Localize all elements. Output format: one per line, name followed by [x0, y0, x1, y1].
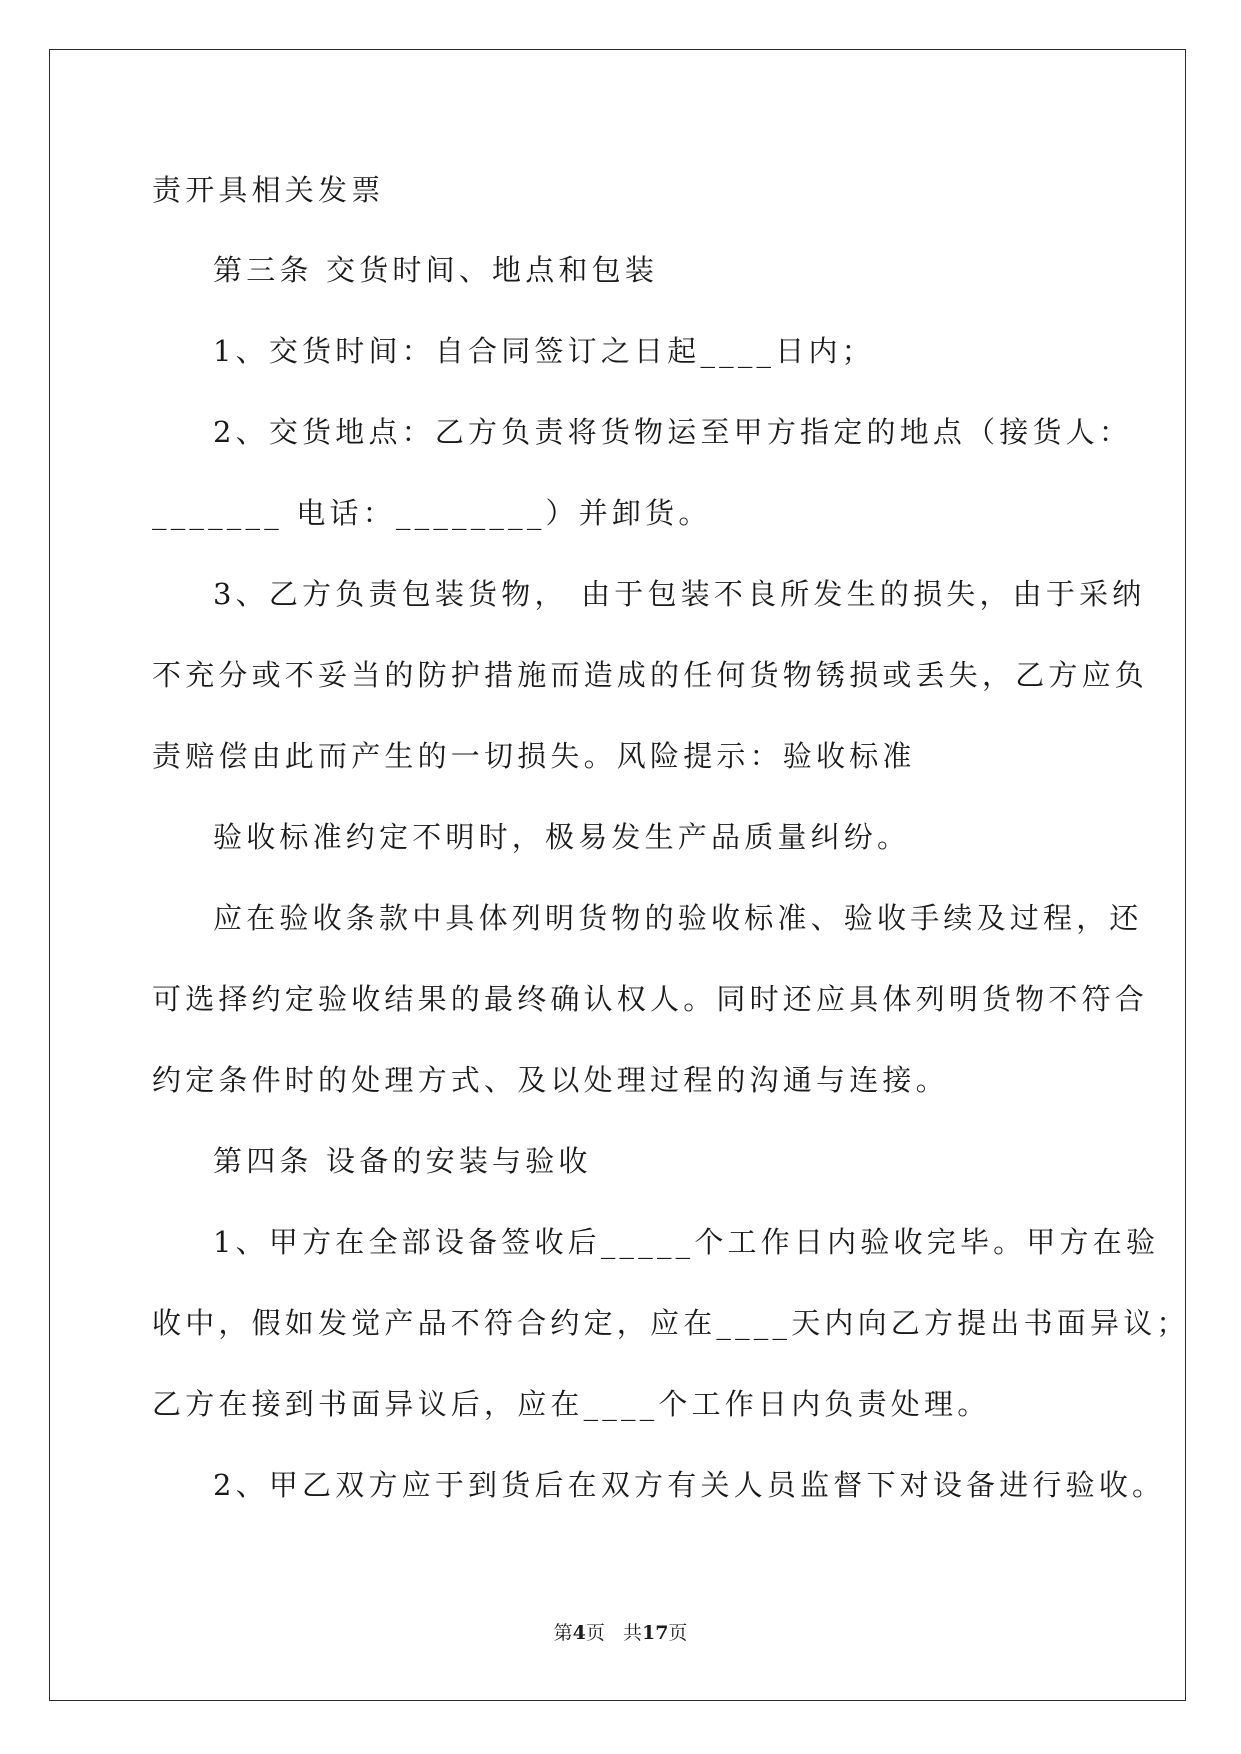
section-heading-4: 第四条 设备的安装与验收	[213, 1144, 592, 1178]
text-line-3: 1、交货时间：自合同签订之日起____日内；	[213, 334, 875, 368]
footer-total-suffix: 页	[668, 1622, 688, 1644]
text-line-1: 责开具相关发票	[152, 173, 385, 207]
footer-page-number: 4	[572, 1622, 586, 1644]
text-line-16: 乙方在接到书面异议后，应在____个工作日内负责处理。	[152, 1387, 991, 1421]
text-line-4: 2、交货地点：乙方负责将货物运至甲方指定的地点（接货人：	[213, 415, 1133, 449]
footer-page-suffix: 页	[585, 1622, 605, 1644]
text-line-10: 应在验收条款中具体列明货物的验收标准、验收手续及过程，还	[213, 901, 1143, 935]
text-line-11: 可选择约定验收结果的最终确认权人。同时还应具体列明货物不符合	[152, 982, 1149, 1016]
text-line-8: 责赔偿由此而产生的一切损失。风险提示：验收标准	[152, 739, 916, 773]
text-line-7: 不充分或不妥当的防护措施而造成的任何货物锈损或丢失，乙方应负	[152, 658, 1149, 692]
text-line-15: 收中，假如发觉产品不符合约定，应在____天内向乙方提出书面异议；	[152, 1306, 1190, 1340]
page-border	[49, 49, 1186, 1701]
text-line-9: 验收标准约定不明时，极易发生产品质量纠纷。	[213, 820, 911, 854]
page-footer	[0, 1620, 1241, 1646]
text-line-12: 约定条件时的处理方式、及以处理过程的沟通与连接。	[152, 1063, 949, 1097]
text-line-5: _______ 电话：________）并卸货。	[152, 496, 712, 530]
text-line-14: 1、甲方在全部设备签收后_____个工作日内验收完毕。甲方在验	[213, 1225, 1160, 1259]
footer-total-prefix: 共	[622, 1622, 642, 1644]
footer-total-pages: 17	[641, 1622, 669, 1644]
footer-page-prefix: 第	[553, 1622, 573, 1644]
text-line-6: 3、乙方负责包装货物， 由于包装不良所发生的损失，由于采纳	[213, 577, 1146, 611]
section-heading-3: 第三条 交货时间、地点和包装	[213, 253, 659, 287]
text-line-17: 2、甲乙双方应于到货后在双方有关人员监督下对设备进行验收。	[213, 1468, 1166, 1502]
